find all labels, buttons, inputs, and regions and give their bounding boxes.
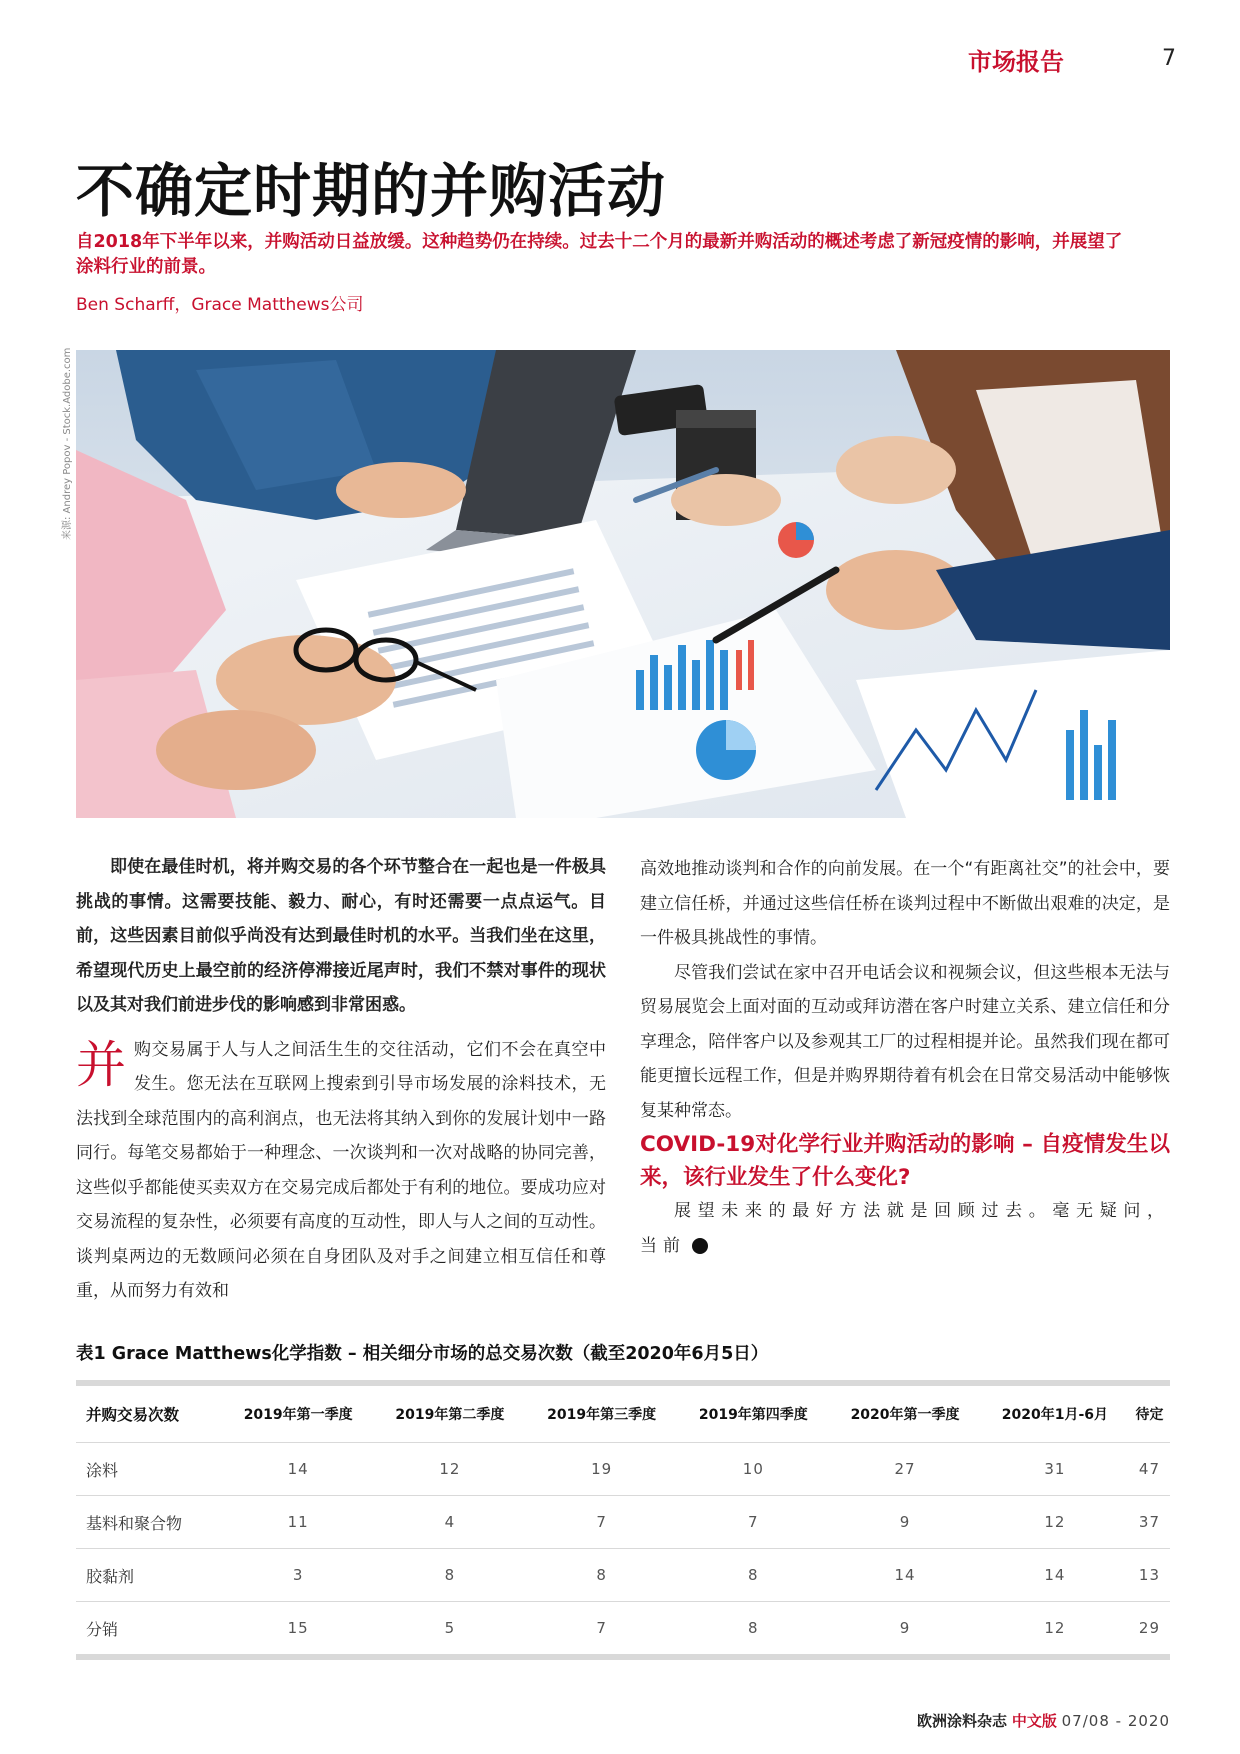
edition-label: 中文版: [1011, 1712, 1057, 1730]
section-subhead: COVID-19对化学行业并购活动的影响 – 自疫情发生以来，该行业发生了什么变化?: [640, 1132, 1170, 1190]
hero-photo: [76, 350, 1170, 818]
table-cell: 14: [222, 1443, 374, 1496]
magazine-name: 欧洲涂料杂志: [917, 1712, 1008, 1730]
page-number: 7: [1162, 46, 1176, 71]
body-column-left: [76, 850, 606, 1309]
intro-paragraph: 即使在最佳时机，将并购交易的各个环节整合在一起也是一件极具挑战的事情。这需要技能、毅力、耐心，有时还需要一点点运气。目前，这些因素目前似乎尚没有达到最佳时机的水平。当我们坐在这里，希望现代历史上最空前的经济停滞接近尾声时，我们不禁对事件的现状以及其对我们前进步伐的影响感到非常困惑。: [76, 857, 606, 1015]
article-title: 不确定时期的并购活动: [76, 157, 667, 225]
table-cell: 14: [981, 1549, 1129, 1602]
table-cell: 47: [1129, 1443, 1170, 1496]
header-cell: 待定: [1135, 1407, 1164, 1423]
continue-arrow-icon: ▶: [692, 1238, 708, 1254]
article-lead: 自2018年下半年以来，并购活动日益放缓。这种趋势仍在持续。过去十二个月的最新并购活动的概述考虑了新冠疫情的影响，并展望了涂料行业的前景。: [76, 232, 1123, 277]
row-label: 基料和聚合物: [76, 1496, 222, 1549]
table-row: [76, 1443, 1170, 1496]
body-paragraph-3: 展望未来的最好方法就是回顾过去。毫无疑问，当前 ▶: [640, 1201, 1170, 1256]
header-cell: 并购交易次数: [86, 1406, 180, 1424]
deals-table: [76, 1380, 1170, 1660]
photo-credit: 来源: Andrey Popov - Stock.Adobe.com: [62, 347, 73, 540]
table-cell: 4: [374, 1496, 526, 1549]
table-cell: 12: [981, 1602, 1129, 1658]
table-row: [76, 1549, 1170, 1602]
article-author: Ben Scharff，Grace Matthews公司: [76, 295, 364, 315]
table-cell: 7: [526, 1496, 678, 1549]
header-cell: 2020年第一季度: [850, 1407, 960, 1423]
table-cell: 13: [1129, 1549, 1170, 1602]
table-cell: 19: [526, 1443, 678, 1496]
table-cell: 5: [374, 1602, 526, 1658]
table-cell: 9: [829, 1602, 981, 1658]
body-paragraph-2: 尽管我们尝试在家中召开电话会议和视频会议，但这些根本无法与贸易展览会上面对面的互动或拜访潜在客户时建立关系、建立信任和分享理念，陪伴客户以及参观其工厂的过程相提并论。虽然我们现在都可能更擅长远程工作，但是并购界期待着有机会在日常交易活动中能够恢复某种常态。: [640, 962, 1170, 1121]
table-cell: 14: [829, 1549, 981, 1602]
table-cell: 12: [981, 1496, 1129, 1549]
header-cell: 2019年第一季度: [243, 1407, 353, 1423]
meeting-illustration: [76, 350, 1170, 818]
table-cell: 8: [677, 1602, 829, 1658]
table-cell: 29: [1129, 1602, 1170, 1658]
table-cell: 3: [222, 1549, 374, 1602]
table-cell: 27: [829, 1443, 981, 1496]
body-paragraph-1-continued: 高效地推动谈判和合作的向前发展。在一个“有距离社交”的社会中，要建立信任桥，并通过这些信任桥在谈判过程中不断做出艰难的决定，是一件极具挑战性的事情。: [640, 859, 1170, 948]
drop-cap: 并: [76, 1035, 126, 1094]
row-label: 胶黏剂: [76, 1549, 222, 1602]
section-label: 市场报告: [968, 48, 1064, 76]
row-label: 分销: [76, 1602, 222, 1658]
table-cell: 37: [1129, 1496, 1170, 1549]
table-cell: 8: [526, 1549, 678, 1602]
header-cell: 2019年第三季度: [547, 1407, 657, 1423]
table-row: [76, 1496, 1170, 1549]
page-footer: [917, 1710, 1170, 1731]
table-header-row: [76, 1383, 1170, 1443]
table-cell: 31: [981, 1443, 1129, 1496]
header-cell: 2019年第二季度: [395, 1407, 505, 1423]
header-cell: 2019年第四季度: [698, 1407, 808, 1423]
table-row: [76, 1602, 1170, 1658]
table-cell: 7: [526, 1602, 678, 1658]
table-cell: 8: [374, 1549, 526, 1602]
table-title: 表1 Grace Matthews化学指数 – 相关细分市场的总交易次数（截至2020年6月5日）: [76, 1344, 769, 1364]
table-cell: 12: [374, 1443, 526, 1496]
table-cell: 10: [677, 1443, 829, 1496]
body-paragraph-1: 购交易属于人与人之间活生生的交往活动，它们不会在真空中发生。您无法在互联网上搜索到引导市场发展的涂料技术，无法找到全球范围内的高利润点，也无法将其纳入到你的发展计划中一路同行。每笔交易都始于一种理念、一次谈判和一次对战略的协同完善，这些似乎都能使买卖双方在交易完成后都处于有利的地位。要成功应对交易流程的复杂性，必须要有高度的互动性，即人与人之间的互动性。谈判桌两边的无数顾问必须在自身团队及对手之间建立相互信任和尊重，从而努力有效和: [76, 1039, 606, 1301]
body-column-right: [640, 852, 1170, 1263]
header-cell: 2020年1月-6月: [1001, 1407, 1109, 1423]
table-cell: 11: [222, 1496, 374, 1549]
table-cell: 9: [829, 1496, 981, 1549]
row-label: 涂料: [76, 1443, 222, 1496]
table-cell: 8: [677, 1549, 829, 1602]
table-cell: 7: [677, 1496, 829, 1549]
issue-date: 07/08 - 2020: [1061, 1712, 1170, 1730]
table-cell: 15: [222, 1602, 374, 1658]
